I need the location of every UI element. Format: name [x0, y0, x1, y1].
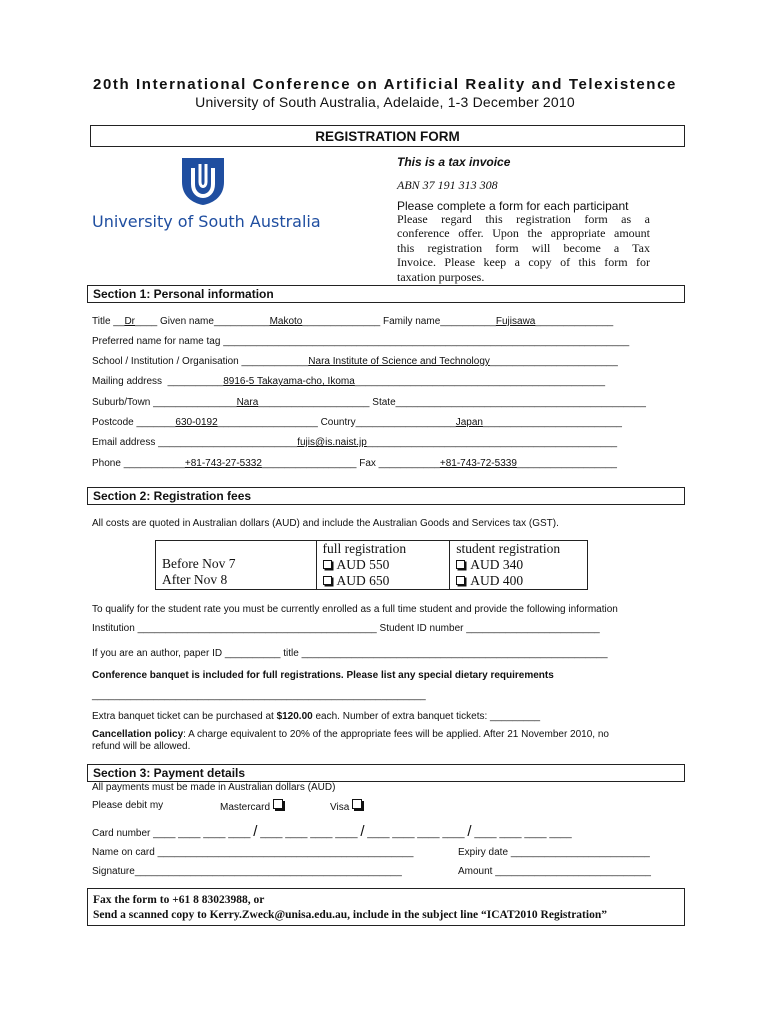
institution-label: Institution — [92, 623, 135, 634]
preferred-name-label: Preferred name for name tag — [92, 336, 221, 347]
fee-period: After Nov 8 — [162, 572, 228, 587]
visa-option[interactable]: Visa — [330, 799, 362, 813]
email-instruction-line: Send a scanned copy to Kerry.Zweck@unisa.edu.au, include in the subject line “ICAT2010 Registration” — [93, 908, 607, 921]
name-on-card-row — [92, 847, 413, 858]
cancellation-label: Cancellation policy — [92, 729, 184, 740]
section2-heading: Section 2: Registration fees — [87, 487, 685, 505]
cancellation-policy — [92, 729, 687, 753]
logo-text: University of South Australia — [92, 212, 321, 231]
suburb-field[interactable]: Nara — [236, 397, 259, 408]
fee-full-cell — [316, 541, 450, 590]
name-on-card-label: Name on card — [92, 847, 155, 858]
expiry-label: Expiry date — [458, 847, 509, 858]
family-name-label: Family name — [383, 316, 441, 327]
paper-title-field[interactable]: _______________________________________________________ — [301, 648, 608, 659]
banquet-note: Conference banquet is included for full registrations. Please list any special dietary requirements — [92, 670, 554, 681]
expiry-field[interactable]: _________________________ — [510, 847, 650, 858]
author-row — [92, 648, 608, 659]
extra-ticket-field[interactable]: _________ — [490, 711, 541, 722]
fee-full-option[interactable]: AUD 550 — [323, 557, 444, 573]
card-number-label: Card number — [92, 828, 151, 839]
conference-subtitle: University of South Australia, Adelaide, 1-3 December 2010 — [195, 94, 575, 110]
fee-student-header: student registration — [456, 541, 561, 556]
suburb-label: Suburb/Town — [92, 397, 151, 408]
regard-line: Please regard this registration form as a — [397, 212, 650, 226]
fax-instruction-line: Fax the form to +61 8 83023988, or — [93, 894, 265, 906]
phone-row: Phone ___________+81-743-27-5332_________________ Fax ___________+81-743-72-5339__________________ — [92, 458, 617, 469]
school-field[interactable]: Nara Institute of Science and Technology — [308, 356, 490, 367]
complete-note: Please complete a form for each participant — [397, 199, 629, 213]
mailing-row: Mailing address __________8916-5 Takayama-cho, Ikoma_____________________________________________ — [92, 376, 606, 387]
institution-field[interactable]: ___________________________________________ — [137, 623, 377, 634]
costs-note: All costs are quoted in Australian dollars (AUD) and include the Australian Goods and Services tax (GST). — [92, 518, 559, 529]
signature-row — [92, 866, 402, 877]
payments-note: All payments must be made in Australian dollars (AUD) — [92, 782, 336, 793]
cancellation-text: : A charge equivalent to 20% of the appropriate fees will be applied. After 21 November 2010, no — [183, 729, 609, 740]
email-row: Email address _________________________fujis@is.naist.jp_____________________________________________ — [92, 437, 618, 448]
debit-label: Please debit my — [92, 800, 164, 811]
paper-id-field[interactable]: __________ — [224, 648, 281, 659]
tax-invoice-label: This is a tax invoice — [397, 155, 511, 169]
student-id-label: Student ID number — [379, 623, 464, 634]
extra-ticket-row — [92, 711, 540, 722]
postcode-label: Postcode — [92, 417, 134, 428]
checkbox-icon[interactable] — [456, 560, 465, 569]
card-number-row — [92, 823, 572, 840]
fee-period-cell — [156, 541, 317, 590]
conference-title: 20th International Conference on Artificial Reality and Telexistence — [93, 76, 677, 93]
tax-regard-note — [397, 212, 650, 284]
title-row: Title __Dr____ Given name__________Makoto______________ Family name__________Fujisawa______________ — [92, 316, 614, 327]
checkbox-icon[interactable] — [273, 799, 283, 809]
checkbox-icon[interactable] — [456, 576, 465, 585]
abn-number: ABN 37 191 313 308 — [397, 178, 498, 192]
institution-row — [92, 623, 600, 634]
phone-label: Phone — [92, 458, 121, 469]
regard-line: taxation purposes. — [397, 269, 485, 284]
cancellation-text-2: refund will be allowed. — [92, 741, 191, 752]
extra-ticket-price: $120.00 — [276, 711, 313, 722]
checkbox-icon[interactable] — [352, 799, 362, 809]
student-note: To qualify for the student rate you must be currently enrolled as a full time student and provide the following information — [92, 604, 618, 615]
mastercard-option[interactable]: Mastercard — [220, 799, 283, 813]
state-field[interactable]: _____________________________________________ — [395, 397, 646, 408]
fee-student-cell — [450, 541, 588, 590]
email-label: Email address — [92, 437, 156, 448]
amount-row — [458, 866, 651, 877]
school-row: School / Institution / Organisation ____________Nara Institute of Science and Technology_______________________ — [92, 356, 618, 367]
paper-id-label: If you are an author, paper ID — [92, 648, 223, 659]
extra-ticket-suffix: each. Number of extra banquet tickets: — [312, 711, 488, 722]
dietary-field[interactable]: ____________________________________________________________ — [92, 690, 426, 701]
suburb-row: Suburb/Town _______________Nara____________________ State_____________________________________________ — [92, 397, 646, 408]
given-name-label: Given name — [160, 316, 214, 327]
fax-label: Fax — [359, 458, 376, 469]
fee-full-header: full registration — [322, 541, 407, 556]
fax-field[interactable]: +81-743-72-5339 — [439, 458, 517, 469]
title-field[interactable]: Dr — [124, 316, 135, 327]
card-number-field[interactable]: ____ ____ ____ ____ / ____ ____ ____ ____ / ____ ____ ____ ____ / ____ ____ ____ ____ — [153, 823, 572, 840]
checkbox-icon[interactable] — [323, 576, 332, 585]
postcode-field[interactable]: 630-0192 — [175, 417, 218, 428]
email-field[interactable]: fujis@is.naist.jp — [297, 437, 367, 448]
fee-period: Before Nov 7 — [162, 556, 236, 571]
regard-line: this registration form will become a Tax — [397, 240, 650, 255]
preferred-row — [92, 336, 629, 347]
student-id-field[interactable]: ________________________ — [466, 623, 600, 634]
fee-student-option[interactable]: AUD 340 — [456, 557, 581, 573]
name-on-card-field[interactable]: ______________________________________________ — [157, 847, 414, 858]
paper-title-label: title — [283, 648, 299, 659]
amount-field[interactable]: ____________________________ — [495, 866, 651, 877]
fee-full-option[interactable]: AUD 650 — [323, 573, 444, 589]
school-label: School / Institution / Organisation — [92, 356, 239, 367]
given-name-field[interactable]: Makoto — [269, 316, 303, 327]
regard-line: Invoice. Please keep a copy of this form for — [397, 255, 650, 270]
phone-field[interactable]: +81-743-27-5332 — [184, 458, 262, 469]
country-label: Country — [320, 417, 356, 428]
fee-student-option[interactable]: AUD 400 — [456, 573, 581, 589]
mailing-address-field[interactable]: 8916-5 Takayama-cho, Ikoma — [223, 376, 355, 387]
signature-label: Signature — [92, 866, 135, 877]
fax-instructions-box — [87, 888, 685, 926]
extra-ticket-prefix: Extra banquet ticket can be purchased at — [92, 711, 277, 722]
checkbox-icon[interactable] — [323, 560, 332, 569]
title-label: Title — [92, 316, 111, 327]
form-title: REGISTRATION FORM — [90, 125, 685, 147]
unisa-shield-logo-icon — [178, 156, 228, 206]
regard-line: conference offer. Upon the appropriate amount — [397, 226, 650, 241]
country-field[interactable]: Japan — [455, 417, 483, 428]
preferred-name-field[interactable]: _________________________________________________________________________ — [223, 336, 630, 347]
amount-label: Amount — [458, 866, 493, 877]
signature-field[interactable]: ________________________________________________ — [134, 866, 402, 877]
section3-heading: Section 3: Payment details — [87, 764, 685, 782]
section1-heading: Section 1: Personal information — [87, 285, 685, 303]
fee-table — [155, 540, 588, 590]
state-label: State — [372, 397, 396, 408]
expiry-row — [458, 847, 650, 858]
mailing-address-label: Mailing address — [92, 376, 163, 387]
postcode-row: Postcode _______630-0192__________________ Country__________________Japan_________________________ — [92, 417, 622, 428]
family-name-field[interactable]: Fujisawa — [495, 316, 536, 327]
